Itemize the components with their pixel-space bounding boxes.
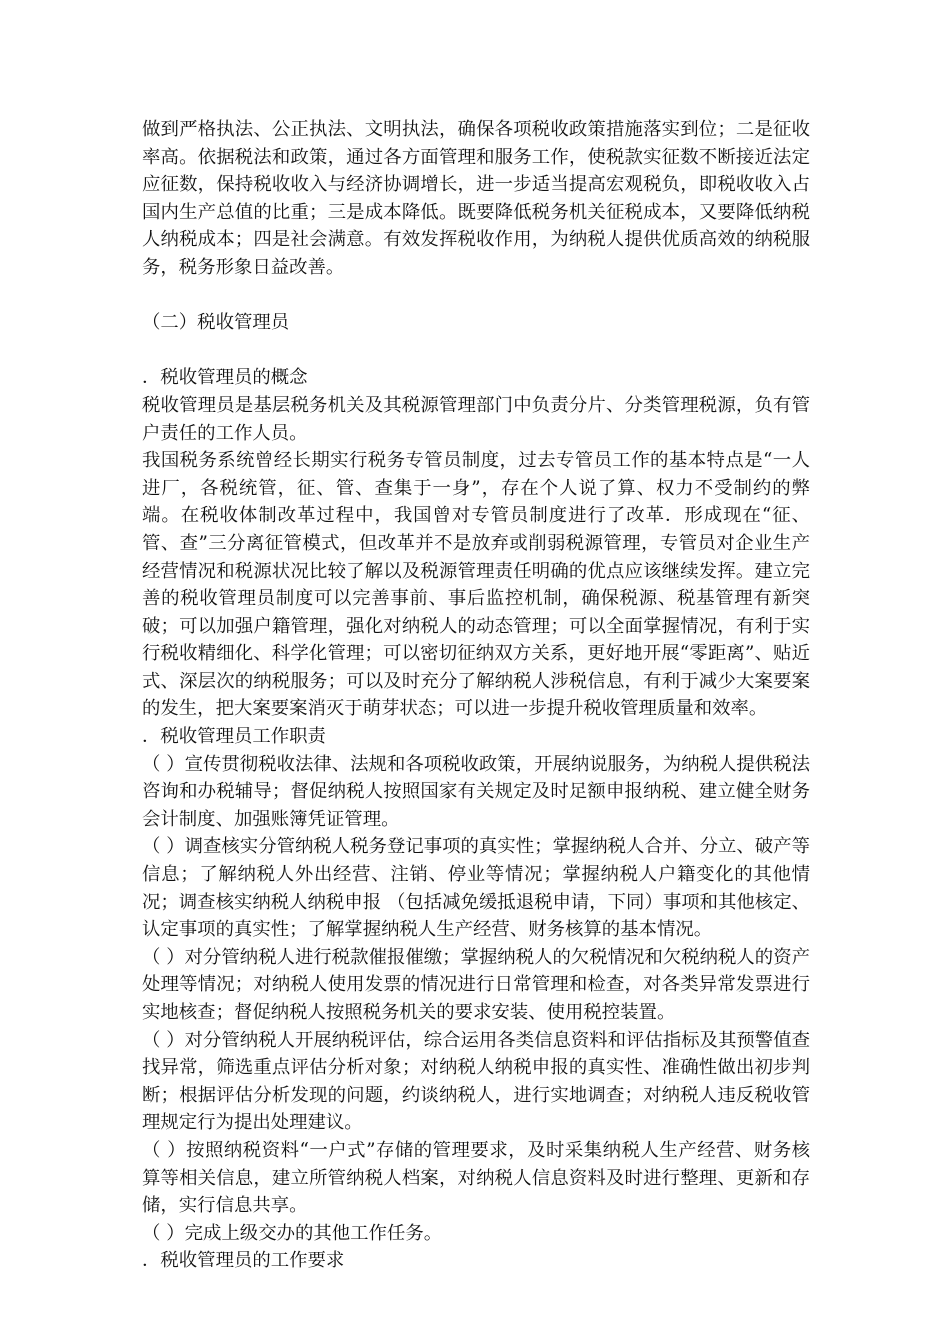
duty-item-3: （ ）对分管纳税人进行税款催报催缴；掌握纳税人的欠税情况和欠税纳税人的资产处理等情况；对纳税人使用发票的情况进行日常管理和检查，对各类异常发票进行实地核查；督促纳税人按照税务机关的要求安装、使用税控装置。: [142, 946, 810, 1023]
subsection-heading-duties: ．税收管理员工作职责: [142, 726, 326, 748]
duty-item-1: （ ）宣传贯彻税收法律、法规和各项税收政策，开展纳说服务，为纳税人提供税法咨询和办税辅导；督促纳税人按照国家有关规定及时足额申报纳税、建立健全财务会计制度、加强账簿凭证管理。: [142, 753, 810, 830]
concept-definition-paragraph: 税收管理员是基层税务机关及其税源管理部门中负责分片、分类管理税源，负有管户责任的工作人员。: [142, 394, 810, 444]
spacer: [142, 282, 810, 310]
spacer: [142, 337, 810, 365]
document-page: [142, 116, 810, 1275]
concept-history-paragraph: 我国税务系统曾经长期实行税务专管员制度，过去专管员工作的基本特点是“一人进厂，各税统管，征、管、查集于一身”，存在个人说了算、权力不受制约的弊端。在税收体制改革过程中，我国曾对专管员制度进行了改革．形成现在“征、管、查”三分离征管模式，但改革并不是放弃或削弱税源管理，专管员对企业生产经营情况和税源状况比较了解以及税源管理责任明确的优点应该继续发挥。建立完善的税收管理员制度可以完善事前、事后监控机制，确保税源、税基管理有新突破；可以加强户籍管理，强化对纳税人的动态管理；可以全面掌握情况，有利于实行税收精细化、科学化管理；可以密切征纳双方关系，更好地开展“零距离”、贴近式、深层次的纳税服务；可以及时充分了解纳税人涉税信息，有利于减少大案要案的发生，把大案要案消灭于萌芽状态；可以进一步提升税收管理质量和效率。: [142, 450, 810, 720]
duty-item-4: （ ）对分管纳税人开展纳税评估，综合运用各类信息资料和评估指标及其预警值查找异常，筛选重点评估分析对象；对纳税人纳税申报的真实性、准确性做出初步判断；根据评估分析发现的问题，约谈纳税人，进行实地调查；对纳税人违反税收管理规定行为提出处理建议。: [142, 1029, 810, 1134]
intro-paragraph: 做到严格执法、公正执法、文明执法，确保各项税收政策措施落实到位；二是征收率高。依据税法和政策，通过各方面管理和服务工作，使税款实征数不断接近法定应征数，保持税收收入与经济协调增长，进一步适当提高宏观税负，即税收收入占国内生产总值的比重；三是成本降低。既要降低税务机关征税成本，又要降低纳税人纳税成本；四是社会满意。有效发挥税收作用，为纳税人提供优质高效的纳税服务，税务形象日益改善。: [142, 119, 810, 278]
duty-item-6: （ ）完成上级交办的其他工作任务。: [142, 1222, 443, 1244]
subsection-heading-concept: ．税收管理员的概念: [142, 367, 308, 389]
duty-item-2: （ ）调查核实分管纳税人税务登记事项的真实性；掌握纳税人合并、分立、破产等信息；了解纳税人外出经营、注销、停业等情况；掌握纳税人户籍变化的其他情况；调查核实纳税人纳税申报 （包括减免缓抵退税申请，下同）事项和其他核定、认定事项的真实性；了解掌握纳税人生产经营、财务核算的基本情况。: [142, 836, 810, 941]
section-heading: （二）税收管理员: [142, 312, 290, 334]
duty-item-5: （ ）按照纳税资料“一户式”存储的管理要求，及时采集纳税人生产经营、财务核算等相关信息，建立所管纳税人档案，对纳税人信息资料及时进行整理、更新和存储，实行信息共享。: [142, 1139, 810, 1217]
subsection-heading-requirements: ．税收管理员的工作要求: [142, 1250, 345, 1272]
